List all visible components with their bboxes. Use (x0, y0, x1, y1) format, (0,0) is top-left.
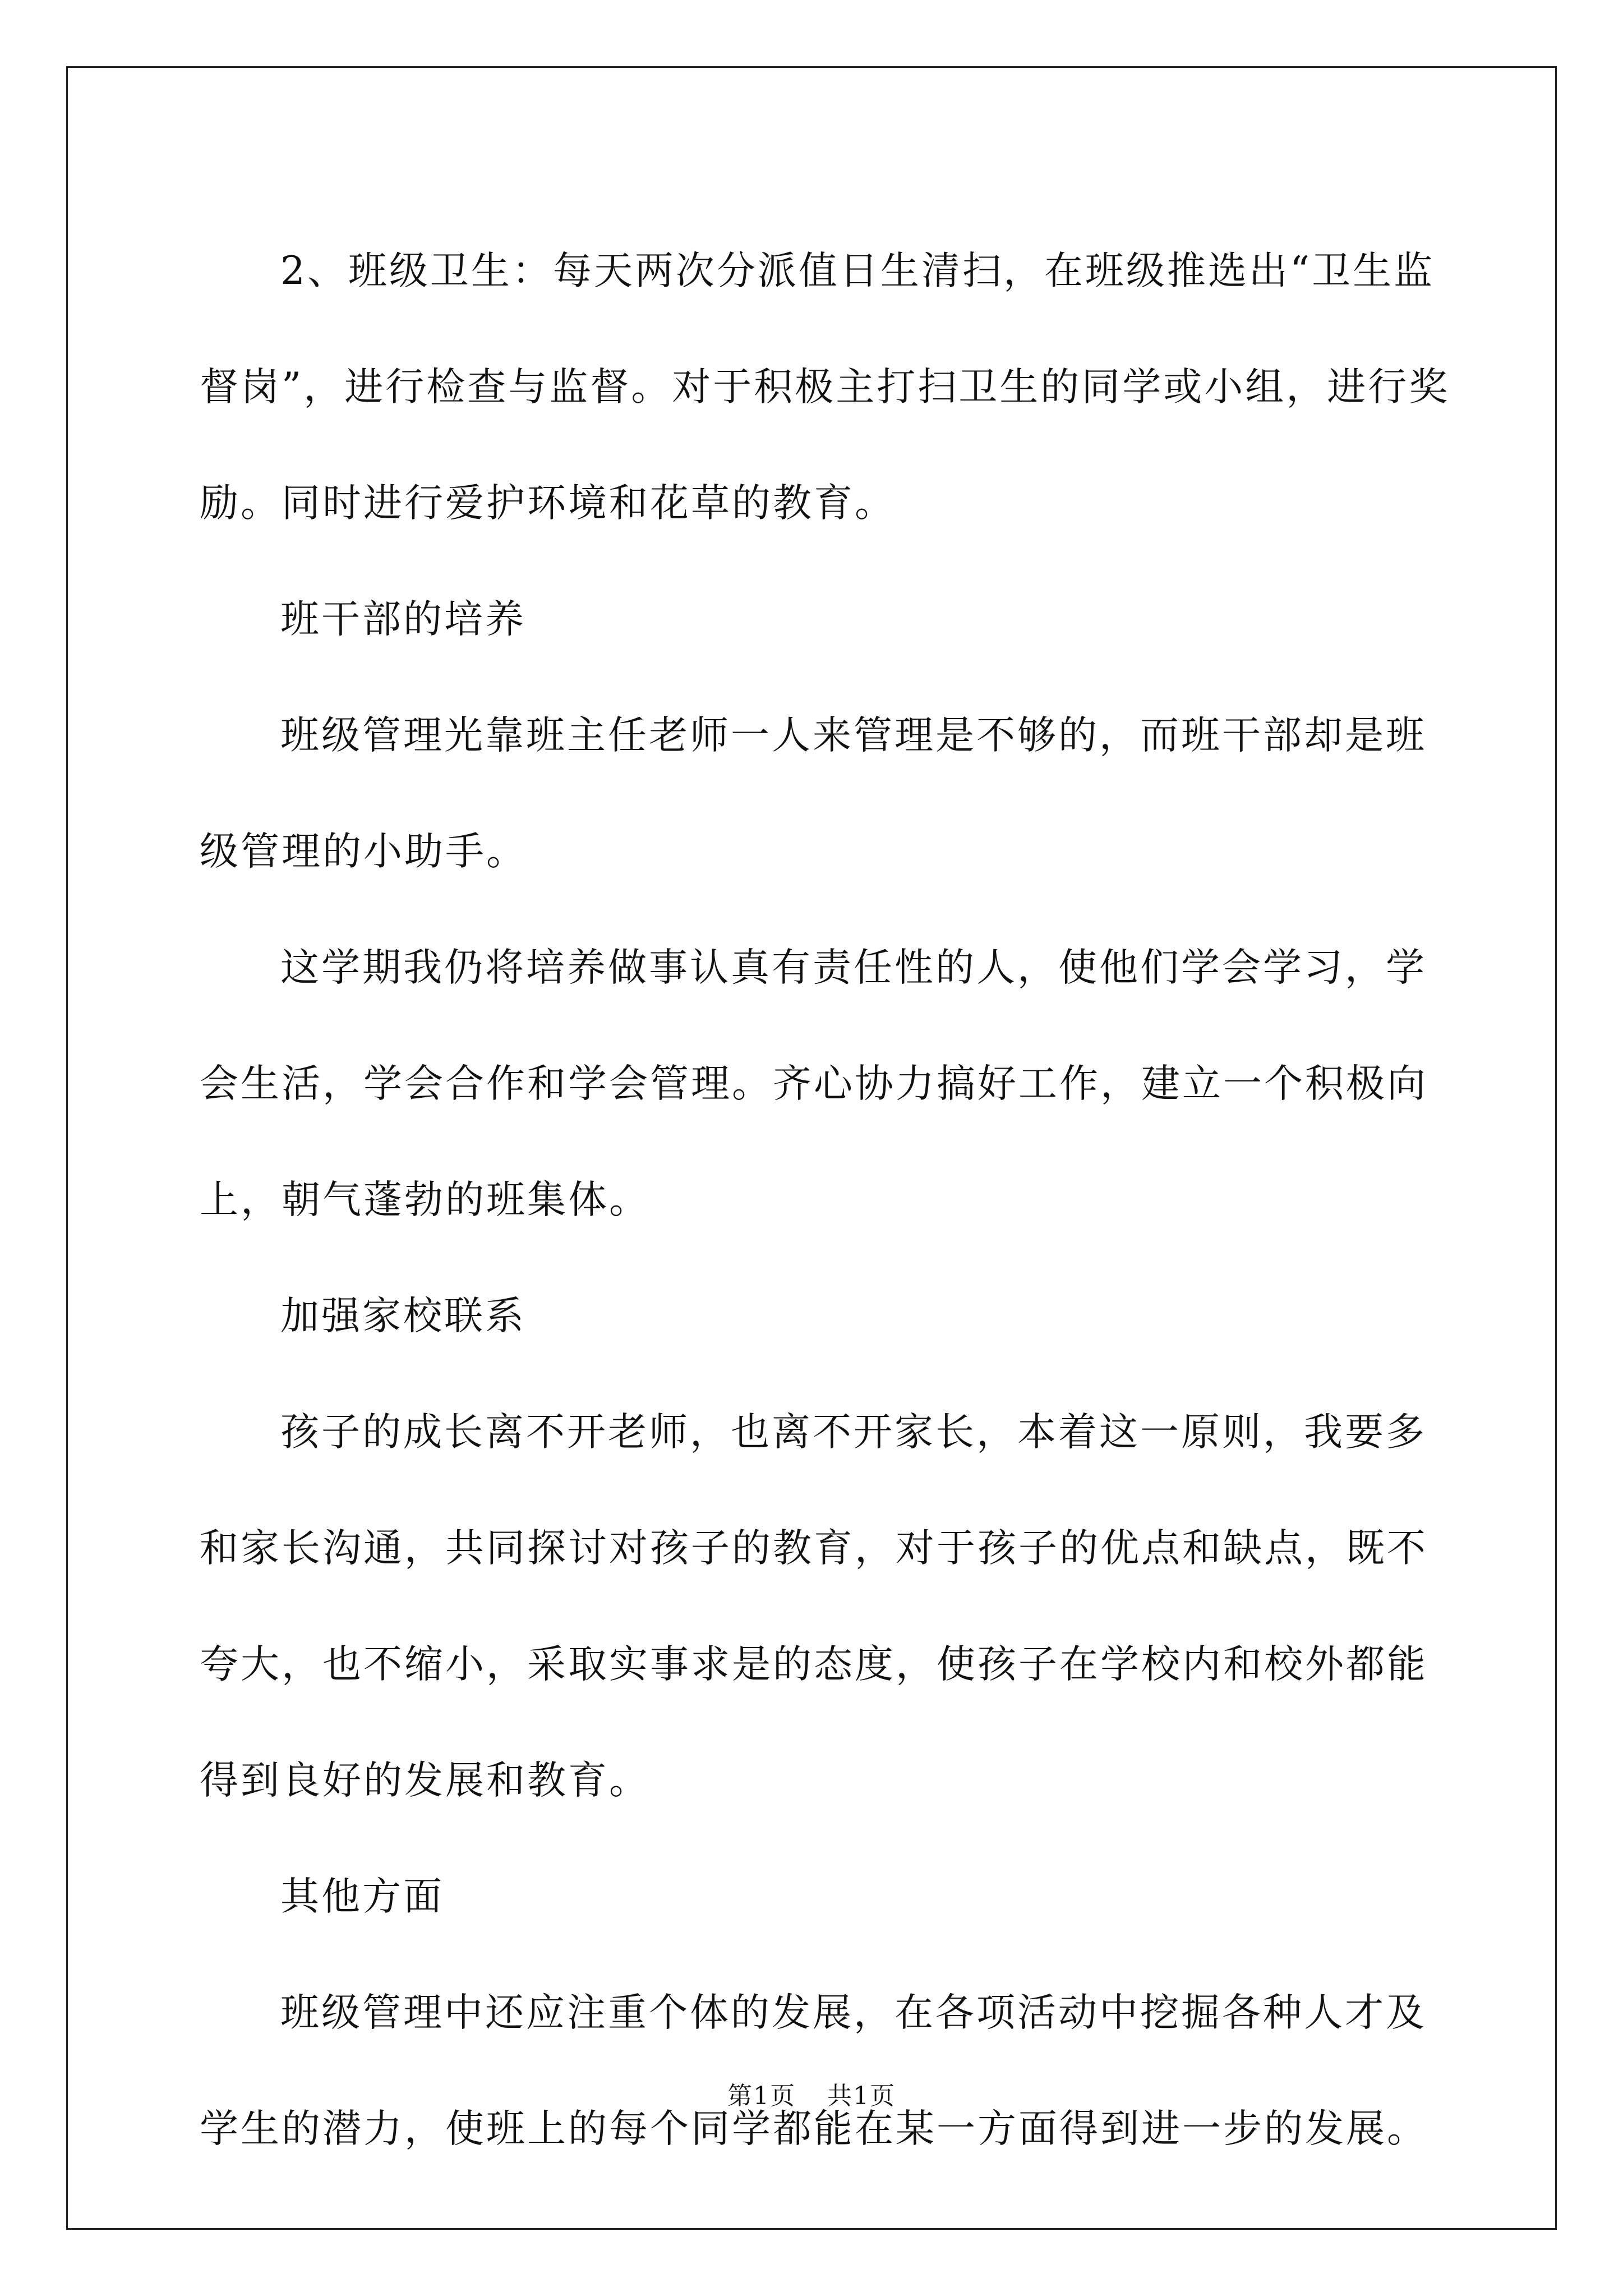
text-line: 上，朝气蓬勃的班集体。 (200, 1177, 650, 1222)
text-line: 这学期我仍将培养做事认真有责任性的人，使他们学会学习，学 (280, 945, 1427, 990)
text-line: 级管理的小助手。 (200, 829, 527, 874)
paragraph (200, 1258, 1426, 1374)
text-line: 加强家校联系 (280, 1294, 526, 1338)
text-line: 夸大，也不缩小，采取实事求是的态度，使孩子在学校内和校外都能 (200, 1642, 1428, 1687)
text-line: 班级管理光靠班主任老师一人来管理是不够的，而班干部却是班 (280, 713, 1427, 758)
text-line: 会生活，学会合作和学会管理。齐心协力搞好工作，建立一个积极向 (200, 1061, 1428, 1106)
text-line: 励。同时进行爱护环境和花草的教育。 (200, 481, 896, 526)
text-line: 2、班级卫生：每天两次分派值日生清扫，在班级推选出“卫生监 (280, 249, 1435, 293)
text-line: 其他方面 (280, 1874, 444, 1919)
page-footer (0, 2076, 1623, 2111)
text-line: 督岗”，进行检查与监督。对于积极主打扫卫生的同学或小组，进行奖 (200, 365, 1450, 409)
paragraph (200, 1839, 1426, 1955)
text-line: 孩子的成长离不开老师，也离不开家长，本着这一原则，我要多 (280, 1410, 1427, 1455)
page-total: 共1页 (827, 2082, 896, 2110)
paragraph (200, 562, 1426, 678)
paragraph (200, 1955, 1426, 2187)
text-line: 和家长沟通，共同探讨对孩子的教育，对于孩子的优点和缺点，既不 (200, 1526, 1428, 1571)
text-line: 班干部的培养 (280, 597, 526, 642)
document-body (200, 213, 1450, 2187)
text-line: 班级管理中还应注重个体的发展，在各项活动中挖掘各种人才及 (280, 1990, 1427, 2035)
page-number: 第1页 (727, 2082, 796, 2110)
text-line: 学生的潜力，使班上的每个同学都能在某一方面得到进一步的发展。 (200, 2106, 1428, 2151)
paragraph (200, 910, 1426, 1258)
paragraph (200, 1374, 1426, 1839)
paragraph (200, 213, 1450, 562)
paragraph (200, 678, 1426, 910)
text-line: 得到良好的发展和教育。 (200, 1758, 650, 1803)
